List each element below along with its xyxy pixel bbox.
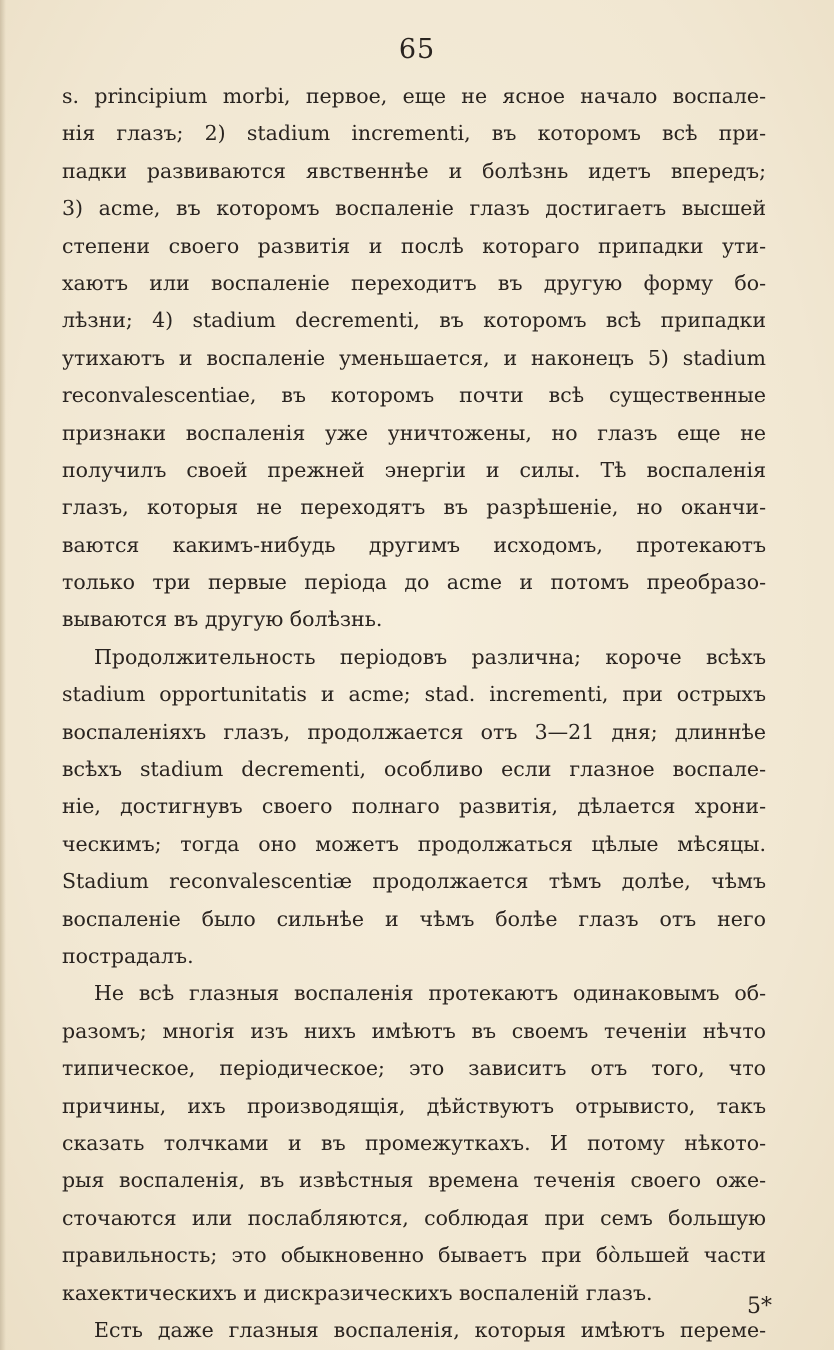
text-line: получилъ своей прежней энергіи и силы. Тѣ воспаленія (62, 457, 766, 482)
signature-mark: 5* (747, 1294, 772, 1319)
text-line: вываются въ другую болѣзнь. (62, 607, 383, 632)
text-line: только три первые періода до acme и потомъ преобразо- (62, 570, 766, 595)
body-text (62, 78, 766, 1349)
text-line: воспаленіе было сильнѣе и чѣмъ болѣе глазъ отъ него (62, 906, 766, 931)
text-line: reconvalescentiae, въ которомъ почти всѣ существенные (62, 383, 766, 408)
text-line: падки развиваются явственнѣе и болѣзнь идетъ впередъ; (62, 158, 766, 183)
text-line: причины, ихъ производящія, дѣйствуютъ отрывисто, такъ (62, 1093, 766, 1118)
text-line: утихаютъ и воспаленіе уменьшается, и наконецъ 5) stadium (62, 345, 766, 370)
text-line: степени своего развитія и послѣ котораго припадки ути- (62, 233, 766, 258)
text-line: сказать толчками и въ промежуткахъ. И потому нѣкото- (62, 1130, 766, 1155)
text-line: признаки воспаленія уже уничтожены, но глазъ еще не (62, 420, 766, 445)
paragraph-start-line: Не всѣ глазныя воспаленія протекаютъ одинаковымъ об- (94, 981, 766, 1006)
text-line: stadium opportunitatis и acme; stad. incrementi, при острыхъ (62, 682, 766, 707)
text-line: разомъ; многія изъ нихъ имѣютъ въ своемъ теченіи нѣчто (62, 1018, 766, 1043)
text-line: хаютъ или воспаленіе переходитъ въ другую форму бо- (62, 270, 766, 295)
paragraph-start-line: Продолжительность періодовъ различна; короче всѣхъ (94, 644, 766, 669)
text-line: всѣхъ stadium decrementi, особливо если глазное воспале- (62, 757, 766, 782)
text-line: лѣзни; 4) stadium decrementi, въ которомъ всѣ припадки (62, 308, 766, 333)
text-line: ваются какимъ-нибудь другимъ исходомъ, протекаютъ (62, 532, 766, 557)
paragraph-start-line: Есть даже глазныя воспаленія, которыя имѣютъ переме- (94, 1317, 766, 1342)
page-binding-edge (0, 0, 6, 1350)
page-number: 65 (398, 34, 436, 65)
text-line: нія глазъ; 2) stadium incrementi, въ которомъ всѣ при- (62, 121, 766, 146)
text-line: Stadium reconvalescentiæ продолжается тѣмъ долѣе, чѣмъ (62, 869, 766, 894)
text-line: глазъ, которыя не переходятъ въ разрѣшеніе, но оканчи- (62, 495, 766, 520)
text-line: ніе, достигнувъ своего полнаго развитія, дѣлается хрони- (62, 794, 766, 819)
text-line: кахектическихъ и дискразическихъ воспаленій глазъ. (62, 1280, 653, 1305)
text-line: пострадалъ. (62, 943, 194, 968)
text-line: 3) acme, въ которомъ воспаленіе глазъ достигаетъ высшей (62, 196, 766, 221)
text-line: s. principium morbi, первое, еще не ясное начало воспале- (62, 84, 766, 108)
text-line: рыя воспаленія, въ извѣстныя времена теченія своего оже- (62, 1168, 766, 1193)
text-line: ческимъ; тогда оно можетъ продолжаться цѣлые мѣсяцы. (62, 831, 766, 856)
text-line: правильность; это обыкновенно бываетъ при бо̀льшей части (62, 1243, 766, 1268)
text-line: воспаленіяхъ глазъ, продолжается отъ 3—21 дня; длиннѣе (62, 719, 766, 744)
text-line: сточаются или послабляются, соблюдая при семъ большую (62, 1205, 766, 1230)
text-line: типическое, періодическое; это зависитъ отъ того, что (62, 1056, 766, 1081)
